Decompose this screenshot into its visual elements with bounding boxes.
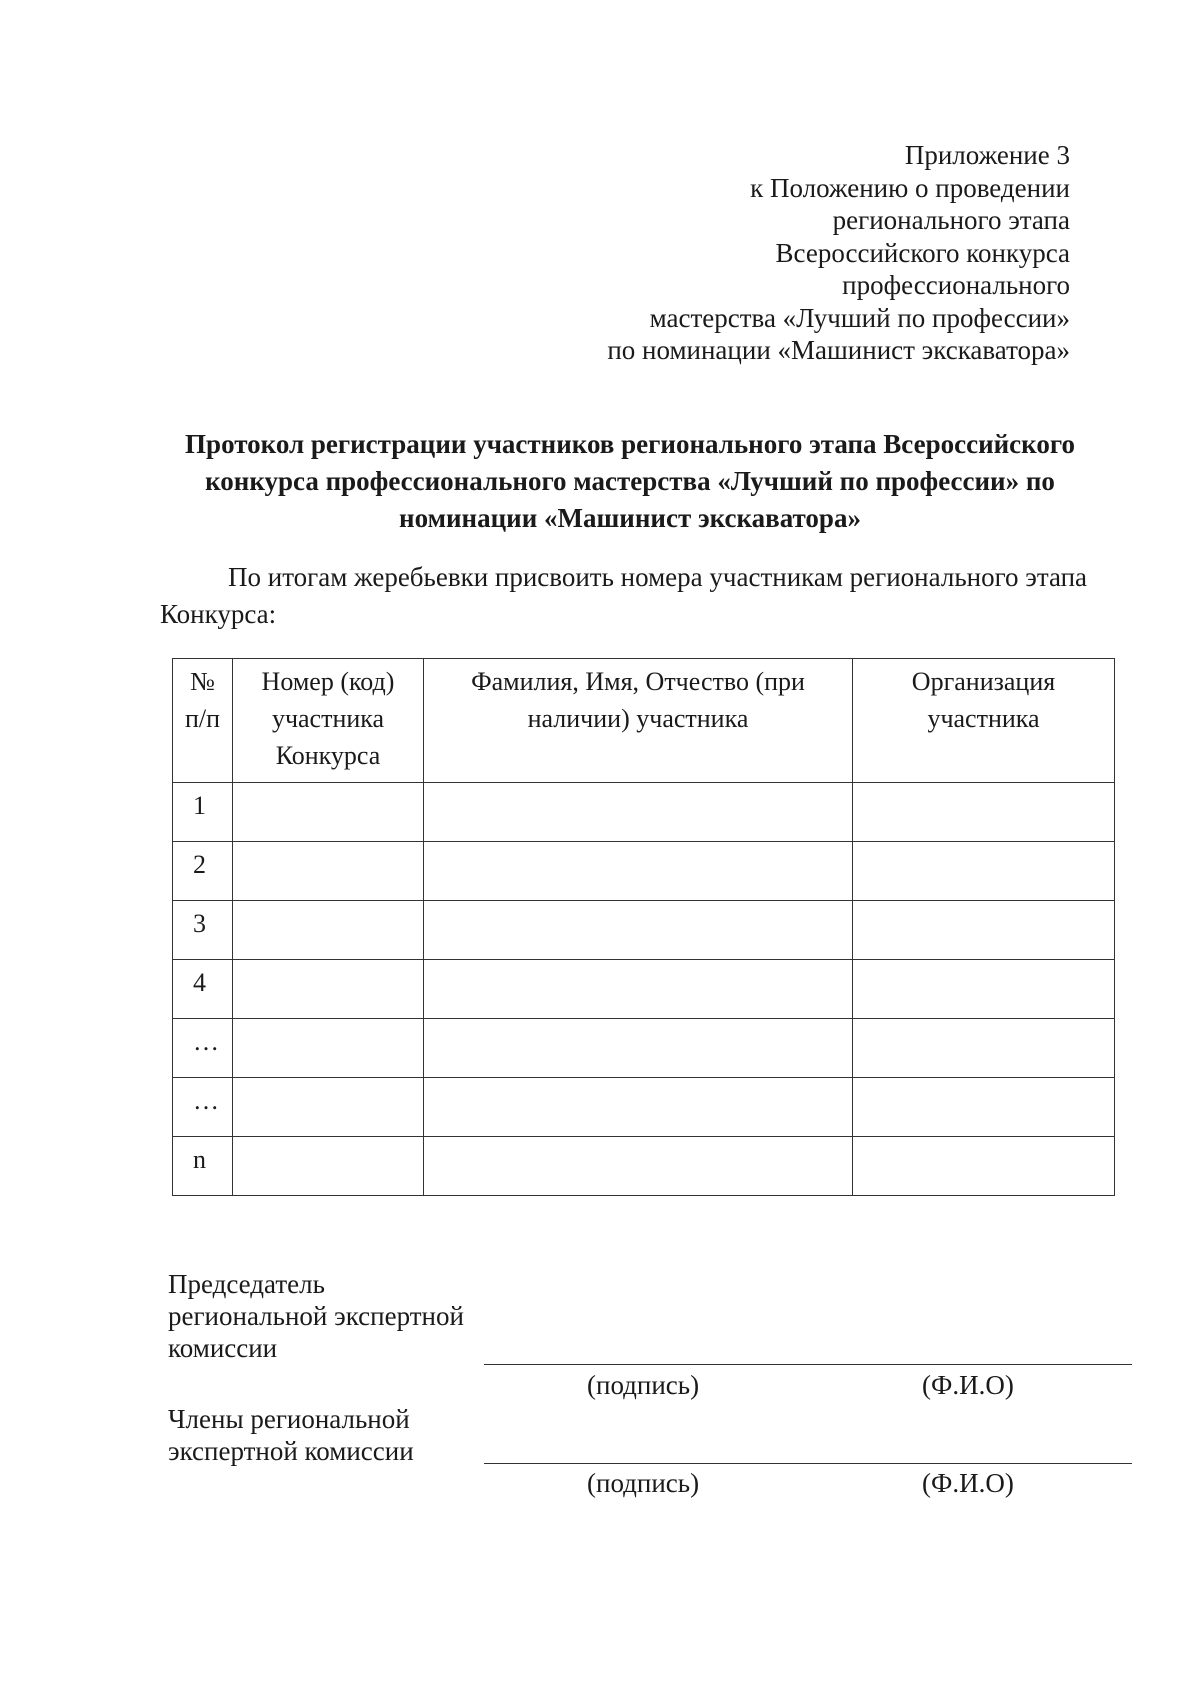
full-name-cell[interactable] <box>424 1019 853 1078</box>
header-participant-code: Номер (код) участника Конкурса <box>233 659 424 783</box>
header-full-name: Фамилия, Имя, Отчество (при наличии) участника <box>424 659 853 783</box>
participant-code-cell[interactable] <box>233 783 424 842</box>
table-header-row <box>173 659 1115 783</box>
chair-label-line: комиссии <box>168 1333 278 1363</box>
members-label-line: Члены региональной <box>168 1404 410 1434</box>
row-number: 3 <box>173 901 233 960</box>
table-row <box>173 901 1115 960</box>
full-name-cell[interactable] <box>424 901 853 960</box>
chair-label-line: региональной экспертной <box>168 1301 464 1331</box>
organization-cell[interactable] <box>853 1137 1115 1196</box>
appendix-header <box>607 139 1070 367</box>
organization-cell[interactable] <box>853 960 1115 1019</box>
full-name-cell[interactable] <box>424 1078 853 1137</box>
chair-signature-caption: (подпись) <box>587 1370 700 1400</box>
row-number: … <box>173 1078 233 1137</box>
full-name-cell[interactable] <box>424 960 853 1019</box>
appendix-line: Всероссийского конкурса <box>775 237 1070 268</box>
full-name-cell[interactable] <box>424 842 853 901</box>
chair-label-line: Председатель <box>168 1269 325 1299</box>
header-organization: Организация участника <box>853 659 1115 783</box>
participant-code-cell[interactable] <box>233 1137 424 1196</box>
chair-name-caption: (Ф.И.О) <box>922 1370 1014 1400</box>
appendix-line: Приложение 3 <box>904 140 1070 170</box>
participant-code-cell[interactable] <box>233 842 424 901</box>
appendix-line: профессионального <box>842 270 1070 300</box>
members-label-line: экспертной комиссии <box>168 1436 414 1466</box>
appendix-line: мастерства «Лучший по профессии» <box>649 302 1070 333</box>
chair-label <box>168 1268 464 1364</box>
organization-cell[interactable] <box>853 1078 1115 1137</box>
table-row <box>173 1078 1115 1137</box>
organization-cell[interactable] <box>853 901 1115 960</box>
participant-code-cell[interactable] <box>233 1019 424 1078</box>
participant-code-cell[interactable] <box>233 901 424 960</box>
intro-line-2: Конкурса: <box>160 599 277 629</box>
intro-paragraph <box>160 559 1130 633</box>
participant-code-cell[interactable] <box>233 960 424 1019</box>
members-signature-line[interactable] <box>484 1463 1132 1464</box>
organization-cell[interactable] <box>853 783 1115 842</box>
intro-line-1: По итогам жеребьевки присвоить номера участникам регионального этапа <box>228 562 1088 592</box>
row-number: 1 <box>173 783 233 842</box>
header-number: № п/п <box>173 659 233 783</box>
title-line: Протокол регистрации участников регионального этапа Всероссийского <box>185 429 1075 459</box>
members-signature-caption: (подпись) <box>587 1468 700 1498</box>
appendix-line: по номинации «Машинист экскаватора» <box>607 335 1070 365</box>
table-row <box>173 1137 1115 1196</box>
title-line: номинации «Машинист экскаватора» <box>399 503 861 533</box>
document-title <box>150 426 1110 537</box>
row-number: n <box>173 1137 233 1196</box>
members-name-caption: (Ф.И.О) <box>922 1468 1014 1498</box>
participant-code-cell[interactable] <box>233 1078 424 1137</box>
title-line: конкурса профессионального мастерства «Лучший по профессии» по <box>205 466 1055 496</box>
full-name-cell[interactable] <box>424 1137 853 1196</box>
row-number: … <box>173 1019 233 1078</box>
table-row <box>173 960 1115 1019</box>
table-row <box>173 783 1115 842</box>
organization-cell[interactable] <box>853 842 1115 901</box>
chair-signature-line[interactable] <box>484 1364 1132 1365</box>
row-number: 4 <box>173 960 233 1019</box>
appendix-line: к Положению о проведении <box>750 172 1070 203</box>
table-row <box>173 842 1115 901</box>
registration-table <box>172 658 1115 1196</box>
organization-cell[interactable] <box>853 1019 1115 1078</box>
appendix-line: регионального этапа <box>832 205 1070 235</box>
table-row <box>173 1019 1115 1078</box>
members-label <box>168 1403 414 1467</box>
full-name-cell[interactable] <box>424 783 853 842</box>
row-number: 2 <box>173 842 233 901</box>
